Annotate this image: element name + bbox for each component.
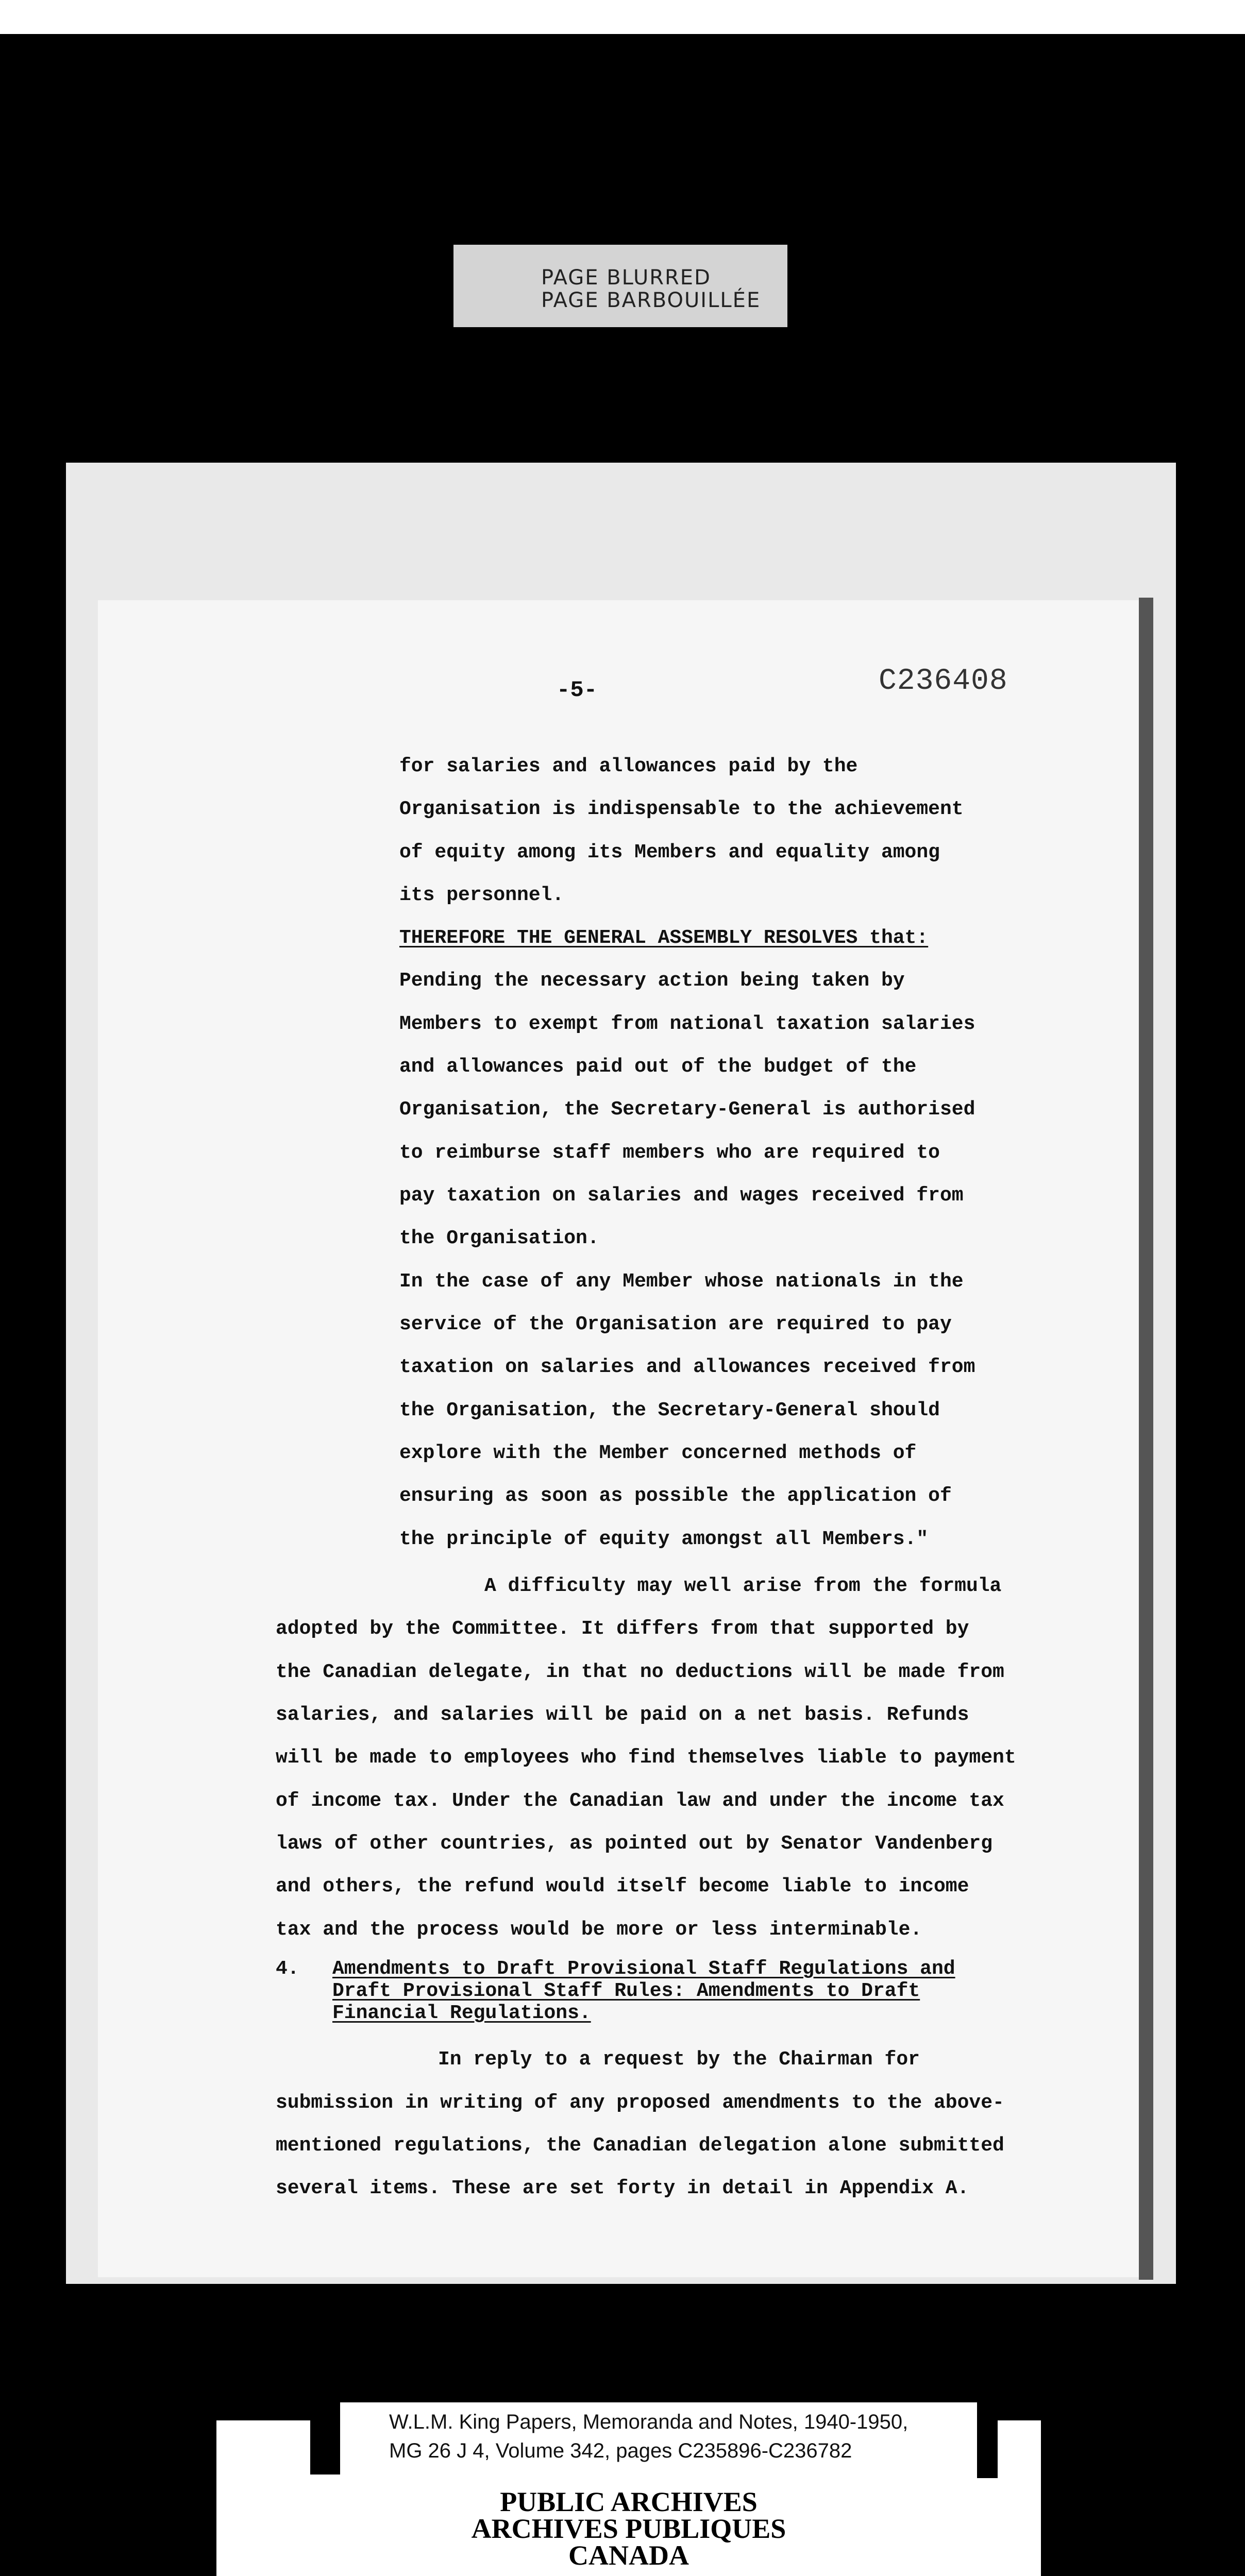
paragraph-line: submission in writing of any proposed amendments to the above- <box>276 2092 1004 2114</box>
quote-line: the principle of equity amongst all Members." <box>399 1528 929 1550</box>
paragraph-line: salaries, and salaries will be paid on a net basis. Refunds <box>276 1704 969 1726</box>
stamp-notch-right <box>977 2416 998 2478</box>
section-title-line: Financial Regulations. <box>332 2002 591 2024</box>
quote-line: ensuring as soon as possible the application of <box>399 1485 952 1507</box>
page-number: -5- <box>557 677 598 703</box>
paragraph-line: A difficulty may well arise from the formula <box>484 1575 1002 1597</box>
quote-line: for salaries and allowances paid by the <box>399 755 858 777</box>
section-title-line: Draft Provisional Staff Rules: Amendments to Draft <box>332 1980 920 2002</box>
stamp-line-country: CANADA <box>568 2540 689 2571</box>
citation-line: W.L.M. King Papers, Memoranda and Notes, 1940-1950, <box>389 2411 908 2433</box>
paragraph-line: and others, the refund would itself become liable to income <box>276 1875 969 1897</box>
paragraph-line: several items. These are set forty in detail in Appendix A. <box>276 2177 969 2199</box>
quote-line: Organisation is indispensable to the achievement <box>399 798 964 820</box>
stamp-notch-left <box>310 2402 340 2475</box>
quote-line: its personnel. <box>399 884 564 906</box>
citation-line: MG 26 J 4, Volume 342, pages C235896-C236782 <box>389 2439 852 2462</box>
quote-line: the Organisation, the Secretary-General should <box>399 1399 940 1421</box>
blur-notice-english: PAGE BLURRED <box>541 266 711 290</box>
top-margin <box>0 0 1245 34</box>
resolution-heading: THEREFORE THE GENERAL ASSEMBLY RESOLVES that: <box>399 927 929 949</box>
paragraph-line: will be made to employees who find themselves liable to payment <box>276 1747 1016 1769</box>
quote-line: pay taxation on salaries and wages received from <box>399 1184 964 1207</box>
paragraph-line: mentioned regulations, the Canadian delegation alone submitted <box>276 2134 1004 2157</box>
quote-line: Pending the necessary action being taken by <box>399 970 905 992</box>
paragraph-line: tax and the process would be more or less interminable. <box>276 1919 922 1941</box>
paragraph-line: the Canadian delegate, in that no deductions will be made from <box>276 1661 1004 1683</box>
quote-line: service of the Organisation are required to pay <box>399 1313 952 1335</box>
quote-line: explore with the Member concerned methods of <box>399 1442 917 1464</box>
paragraph-line: laws of other countries, as pointed out by Senator Vandenberg <box>276 1833 993 1855</box>
quote-line: taxation on salaries and allowances received from <box>399 1356 975 1378</box>
document-id-stamp: C236408 <box>879 665 1008 698</box>
quote-line: Members to exempt from national taxation salaries <box>399 1013 975 1035</box>
stamp-line-french: ARCHIVES PUBLIQUES <box>471 2513 786 2544</box>
section-title-line: Amendments to Draft Provisional Staff Regulations and <box>332 1958 955 1980</box>
page-edge-shadow <box>1139 598 1153 2280</box>
archive-citation-label <box>340 2402 977 2480</box>
stamp-line-english: PUBLIC ARCHIVES <box>500 2486 758 2517</box>
quote-line: In the case of any Member whose nationals in the <box>399 1270 964 1293</box>
paragraph-line: adopted by the Committee. It differs from that supported by <box>276 1618 969 1640</box>
quote-line: and allowances paid out of the budget of the <box>399 1056 917 1078</box>
paragraph-line: of income tax. Under the Canadian law and under the income tax <box>276 1790 1004 1812</box>
page-blurred-notice <box>453 245 787 327</box>
section-number: 4. <box>276 1958 299 1980</box>
archives-stamp-text <box>216 2488 1041 2569</box>
quote-line: the Organisation. <box>399 1227 599 1249</box>
quote-line: Organisation, the Secretary-General is authorised <box>399 1098 975 1121</box>
paragraph-line: In reply to a request by the Chairman for <box>438 2048 920 2071</box>
quote-line: to reimburse staff members who are required to <box>399 1142 940 1164</box>
quote-line: of equity among its Members and equality among <box>399 841 940 863</box>
blur-notice-french: PAGE BARBOUILLÉE <box>541 289 761 312</box>
